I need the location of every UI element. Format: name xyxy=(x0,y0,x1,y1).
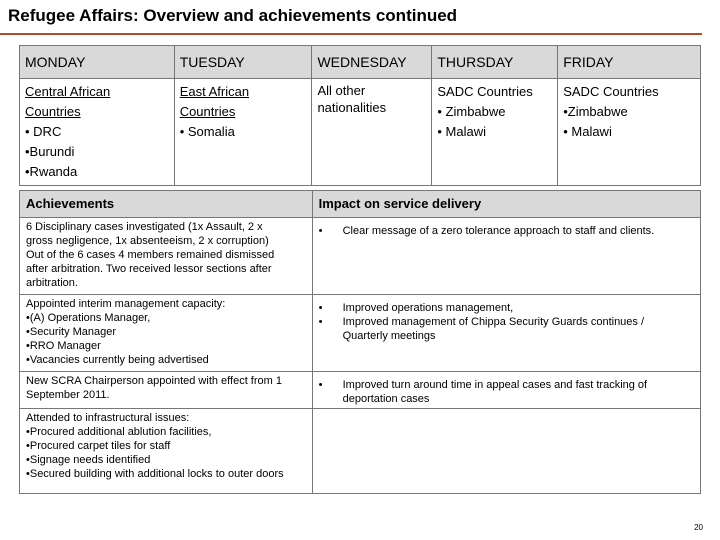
header-thursday: THURSDAY xyxy=(432,46,558,79)
impact-text: Clear message of a zero tolerance approach to staff and clients. xyxy=(342,225,655,237)
achievements-table xyxy=(19,190,701,494)
achievement-line: •Procured carpet tiles for staff xyxy=(26,440,171,452)
thursday-heading-line: SADC Countries xyxy=(437,84,533,99)
achievement-line: •Security Manager xyxy=(26,326,117,338)
monday-heading-line: Countries xyxy=(25,104,81,119)
impact-cell-empty xyxy=(312,409,700,494)
achievement-row xyxy=(20,218,701,295)
bullet: • xyxy=(318,379,323,391)
achievement-line: •(A) Operations Manager, xyxy=(26,312,151,324)
achievement-row xyxy=(20,295,701,372)
impact-cell xyxy=(312,372,700,409)
wednesday-cell xyxy=(312,79,432,186)
header-wednesday: WEDNESDAY xyxy=(312,46,432,79)
achievements-header: Achievements xyxy=(20,191,313,218)
wednesday-text-line: nationalities xyxy=(317,100,387,115)
achievement-row xyxy=(20,409,701,494)
impact-header: Impact on service delivery xyxy=(312,191,700,218)
days-table xyxy=(19,45,701,186)
tuesday-item: • Somalia xyxy=(179,124,235,139)
page-title: Refugee Affairs: Overview and achievements continued xyxy=(8,6,458,25)
achievement-line: gross negligence, 1x absenteeism, 2 x corruption) xyxy=(26,235,269,247)
achievement-cell xyxy=(20,372,313,409)
achievement-cell xyxy=(20,218,313,295)
page-number: 20 xyxy=(694,523,703,532)
achievement-cell xyxy=(20,409,313,494)
tuesday-heading-line: East African xyxy=(179,84,250,99)
impact-item xyxy=(319,378,694,406)
monday-item: •Burundi xyxy=(25,144,75,159)
achievement-line: •Procured additional ablution facilities, xyxy=(26,426,212,438)
achievement-line: New SCRA Chairperson appointed with effect from 1 xyxy=(26,375,282,387)
thursday-item: • Zimbabwe xyxy=(437,104,506,119)
achievement-cell xyxy=(20,295,313,372)
monday-cell xyxy=(20,79,175,186)
impact-cell xyxy=(312,295,700,372)
title-divider xyxy=(0,33,702,35)
impact-text xyxy=(343,378,694,406)
monday-heading-line: Central African xyxy=(25,84,111,99)
tuesday-cell xyxy=(174,79,312,186)
thursday-item: • Malawi xyxy=(437,124,486,139)
impact-item xyxy=(319,315,694,343)
thursday-cell xyxy=(432,79,558,186)
header-tuesday: TUESDAY xyxy=(174,46,312,79)
monday-item: •Rwanda xyxy=(25,164,78,179)
impact-text: Improved operations management, xyxy=(342,302,514,314)
achievement-line: September 2011. xyxy=(26,389,110,401)
impact-line: Improved turn around time in appeal cases and fast tracking of xyxy=(342,379,648,391)
friday-heading-line: SADC Countries xyxy=(563,84,659,99)
achievement-line: •Signage needs identified xyxy=(26,454,151,466)
friday-item: •Zimbabwe xyxy=(563,104,628,119)
impact-cell xyxy=(312,218,700,295)
achievement-line: arbitration. xyxy=(26,277,78,289)
friday-cell xyxy=(558,79,701,186)
achievement-line: 6 Disciplinary cases investigated (1x Assault, 2 x xyxy=(26,221,263,233)
impact-line: Improved management of Chippa Security Guards continues / xyxy=(342,316,645,328)
achievement-line: Out of the 6 cases 4 members remained dismissed xyxy=(26,249,275,261)
achievement-line: •RRO Manager xyxy=(26,340,101,352)
impact-line: Quarterly meetings xyxy=(342,330,436,342)
impact-item xyxy=(319,301,694,315)
days-body-row xyxy=(20,79,701,186)
achievement-line: Attended to infrastructural issues: xyxy=(26,412,190,424)
wednesday-text-line: All other xyxy=(317,83,366,98)
impact-line: deportation cases xyxy=(342,393,430,405)
bullet: • xyxy=(318,302,323,314)
achievement-line: •Secured building with additional locks to outer doors xyxy=(26,468,284,480)
bullet: • xyxy=(318,316,323,328)
monday-item: • DRC xyxy=(25,124,62,139)
impact-text xyxy=(343,315,694,343)
tuesday-heading-line: Countries xyxy=(179,104,236,119)
friday-item: • Malawi xyxy=(563,124,612,139)
impact-item xyxy=(319,224,694,238)
days-header-row xyxy=(20,46,701,79)
achievement-line: Appointed interim management capacity: xyxy=(26,298,226,310)
achievements-header-row xyxy=(20,191,701,218)
achievement-line: •Vacancies currently being advertised xyxy=(26,354,209,366)
header-friday: FRIDAY xyxy=(558,46,701,79)
achievement-row xyxy=(20,372,701,409)
achievement-line: after arbitration. Two received lessor sections after xyxy=(26,263,272,275)
bullet: • xyxy=(318,225,323,237)
header-monday: MONDAY xyxy=(20,46,175,79)
